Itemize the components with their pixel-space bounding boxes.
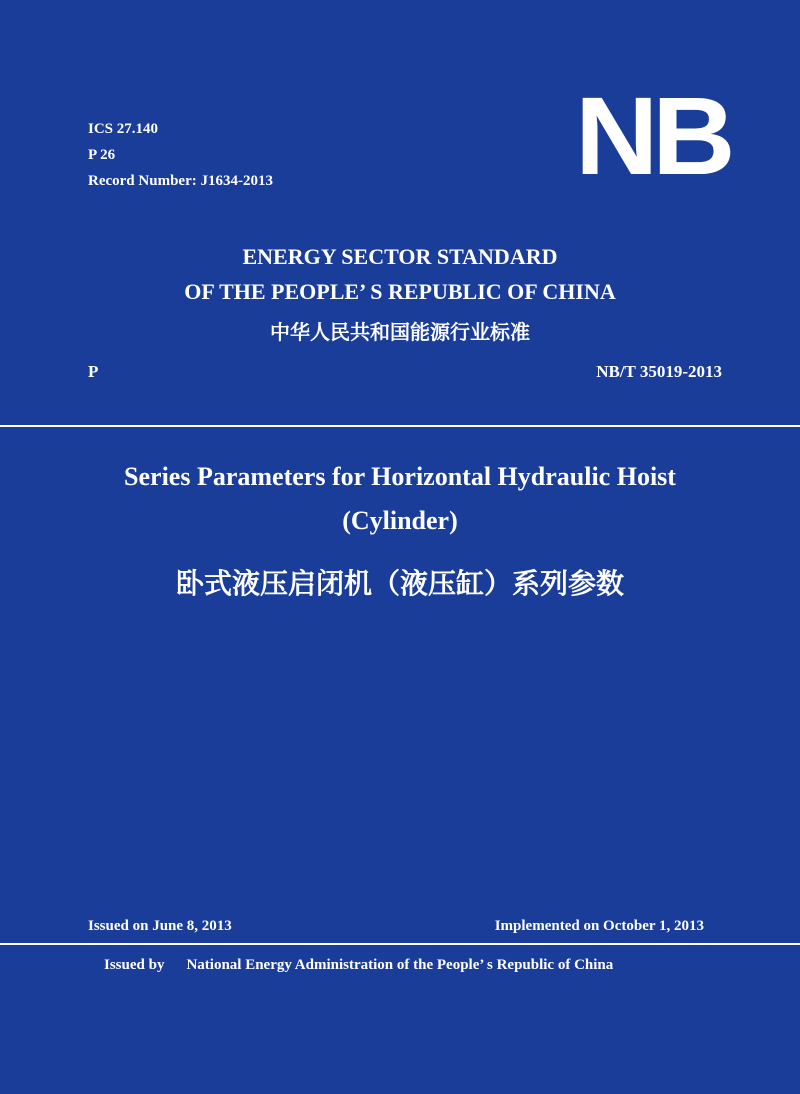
title-english-line-2: (Cylinder) [342, 506, 458, 535]
standard-number: NB/T 35019-2013 [596, 362, 722, 381]
issuer-name: National Energy Administration of the People’ s Republic of China [186, 957, 614, 973]
implemented-date: Implemented on October 1, 2013 [494, 918, 704, 934]
issued-date: Issued on June 8, 2013 [88, 918, 232, 934]
heading-line-1: ENERGY SECTOR STANDARD [242, 244, 558, 269]
nb-logo: NB [575, 75, 730, 198]
title-english-line-1: Series Parameters for Horizontal Hydraulic Hoist [124, 462, 676, 491]
document-metadata [88, 116, 273, 194]
heading-line-2: OF THE PEOPLE’ S REPUBLIC OF CHINA [184, 279, 616, 304]
issuer-label: Issued by [104, 957, 165, 973]
top-divider [0, 425, 800, 427]
ics-code: ICS 27.140 [88, 121, 159, 137]
issuer-line [104, 957, 613, 974]
bottom-divider [0, 943, 800, 945]
classification-letter: P [88, 362, 99, 381]
record-number: Record Number: J1634-2013 [88, 173, 273, 189]
heading-chinese: 中华人民共和国能源行业标准 [270, 320, 530, 344]
classification-code: P 26 [88, 147, 116, 163]
title-chinese: 卧式液压启闭机（液压缸）系列参数 [175, 567, 624, 600]
